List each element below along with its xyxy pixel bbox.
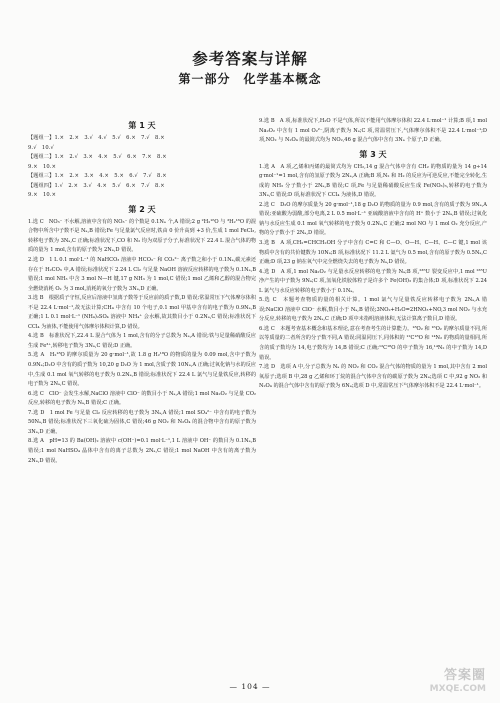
quiz-row: 【题组三】1.× 2.× 3.× 4.× 5.× 6.√ 7.√ 8.× [28,173,167,180]
day-heading: 第 1 天 [128,121,156,130]
answer-paragraph: 3.选 B 根据质子守恒,反应后溶液中氢离子数等于反应前的质子数,D 错误;常温常压下气体摩尔体积不是 22.4 L·mol⁻¹,故无法计算;CH₄ 中含有 10 个电子,0.1 mol 甲基中含有的电子数为 0.9Nₐ,B 正确;1 L 0.1 mol·L⁻¹ (NH₄)₂SO₄ 溶液中 NH₄⁺ 会水解,故其数目小于 0.2Nₐ,C 错误;标准状况下 CCl₄ 为液体,不能使用气体摩尔体积计算,D 错误。 [28,295,256,330]
answer-paragraph: 3.选 B A 项,CH₂=CHCH₂OH 分子中含有 C=C 和 C—O、O—H、C—H、C—C 键,1 mol 该物质中含有的共价键数为 10Nₐ;B 项,标准状况下 11.2 L 氦气为 0.5 mol,含有的原子数为 0.5Nₐ,C 正确;D 项,23 g 钠在氧气中完全燃烧失去的电子数为 Nₐ,D 错误。 [259,240,487,266]
answer-paragraph: 9.选 B A 项,标准状况下,H₂O 不是气体,所以不能用气体摩尔体积 22.4 L·mol⁻¹ 计算;B 项,1 mol Na₂O₂ 中含有 1 mol O₂²⁻,阴离子数为 Nₐ;C 项,常温常压下,气体摩尔体积不是 22.4 L·mol⁻¹;D 项,NO₂ 与 N₂O₄ 的最简式均为 NO₂,46 g 混合气体中含有 3Nₐ 个原子,D 正确。 [259,118,487,144]
answer-paragraph: 1.选 A A 项,乙烯和丙烯的最简式均为 CH₂,14 g 混合气体中含有 CH₂ 的物质的量为 14 g÷14 g·mol⁻¹=1 mol,含有的氢原子数为 2Nₐ,A 正确;B 项,N₂ 和 H₂ 的反应为可逆反应,不能完全转化,生成的 NH₃ 分子数小于 2Nₐ,B 错误;C 项,Fe 与足量稀硝酸反应生成 Fe(NO₃)₃,转移的电子数为 3Nₐ,C 错误;D 项,标准状况下 CCl₄ 为液体,D 错误。 [259,163,487,199]
right-column [259,117,487,392]
quiz-row: 9.√ 10.√ [28,144,54,151]
page-number: — 104 — [229,682,271,691]
quiz-row: 【题组一】1.× 2.× 3.√ 4.√ 5.√ 6.× 7.√ 8.× [28,135,165,141]
quiz-row: 【题组四】1.√ 2.× 3.√ 4.× 5.√ 6.× 7.√ 8.× [28,182,165,189]
quiz-row: 9.× 10.× [28,192,57,199]
day-heading: 第 3 天 [359,149,387,159]
answer-paragraph: 6.选 C ClO⁻ 会发生水解,NaClO 溶液中 ClO⁻ 的数目小于 Nₐ,A 错误;1 mol Na₂O₂ 与足量 CO₂ 反应,转移的电子数为 Nₐ,B 错误;C 正确。 [28,390,256,407]
watermark-logo-text: 答案圈 [443,668,486,683]
page-title: 参考答案与详解 [192,50,308,68]
answer-paragraph: 5.选 A H₂¹⁸O 的摩尔质量为 20 g·mol⁻¹,故 1.8 g H₂¹⁸O 的物质的量为 0.09 mol,含中子数为 0.9Nₐ;D₂O 中含有的质子数为 10,20 g D₂O 为 1 mol,含质子数 10Nₐ,A 正确;过氧化钠与水的反应中,生成 0.1 mol 氧气转移的电子数为 0.2Nₐ,B 错误;标准状况下 22.4 L 氯气与足量铁反应,转移的电子数为 2Nₐ,C 错误。 [28,352,256,388]
answer-paragraph: 6.选 C 本题考查基本概念和基本理论,意在考查考生的计算能力。¹⁸O₂ 和 ¹⁶O₂ 的摩尔质量不同,所以等质量的二者所含的分子数不同,A 错误;同温同压下,同体积的 ¹²C¹⁸O 和 ¹⁴N₂ 的物质的量相同,所含的质子数均为 14,电子数均为 14,B 错误;C 正确;¹²C¹⁸O 的中子数为 16,¹⁴N₂ 的中子数为 14,D 错误。 [259,325,487,361]
quiz-row: 【题组二】1.× 2.√ 3.× 4.× 5.√ 6.× 7.× 8.× [28,154,167,161]
answer-paragraph: 8.选 A pH=13 的 Ba(OH)₂ 溶液中 c(OH⁻)=0.1 mol·L⁻¹,1 L 溶液中 OH⁻ 的数目为 0.1Nₐ,B 错误;1 mol NaHSO₄ 晶体中含有的离子总数为 2Nₐ,C 错误;1 mol NaOH 中含有的离子数为 2Nₐ,D 错误。 [28,438,256,464]
answer-paragraph: 5.选 C 本题考查物质的量的相关计算。1 mol 氯气与足量铁反应转移电子数为 2Nₐ,A 错误;NaClO 溶液中 ClO⁻ 水解,数目小于 Nₐ,B 错误;3NO₂+H₂O=2HNO₃+NO,3 mol NO₂ 与水充分反应,转移的电子数为 2Nₐ,C 正确;D 项中未指明溶液体积,无法计算离子数目,D 错误。 [259,297,487,323]
answer-paragraph: 1.选 C NO₃⁻ 不水解,溶液中含有的 NO₃⁻ 的个数是 0.1Nₐ 个,A 错误;2 g ²H₂¹⁶O 与 ³H₂¹⁶O 的混合物中所含中子数不是 Nₐ,B 错误;Fe 与足量氯气反应时,铁由 0 价升高到 +3 价,生成 1 mol FeCl₃,转移电子数为 3Nₐ,C 正确;标准状况下,CO 和 N₂ 均为双原子分子,标准状况下 22.4 L 混合气体的物质的量为 1 mol,含有的原子数为 2Nₐ,D 错误。 [28,218,256,254]
answer-paragraph: 2.选 C D₂O 的摩尔质量为 20 g·mol⁻¹,18 g D₂O 的物质的量为 0.9 mol,含有的质子数为 9Nₐ,A 错误;亚硫酸为弱酸,部分电离,2 L 0.5 mol·L⁻¹ 亚硫酸溶液中含有的 H⁺ 数小于 2Nₐ,B 错误;过氧化钠与水反应生成 0.1 mol 氧气转移的电子数为 0.2Nₐ,C 正确;2 mol NO 与 1 mol O₂ 充分反应,产物的分子数小于 2Nₐ,D 错误。 [259,201,487,237]
answer-paragraph: 4.选 D A 项,1 mol Na₂O₂ 与足量水反应转移的电子数为 Nₐ;B 项,²³⁵U 裂变反应中,1 mol ²³⁵U 净产生的中子数为 9Nₐ;C 项,氢氧化铁胶体粒子是许多个 Fe(OH)₃ 的集合体;D 项,标准状况下 2.24 L 氯气与水反应转移的电子数小于 0.1Nₐ。 [259,268,487,294]
watermark-url: MXQE.COM [429,684,486,694]
day-heading: 第 2 天 [128,204,156,214]
quiz-row: 9.× 10.× [28,163,57,170]
answer-paragraph: 2.选 D 1 L 0.1 mol·L⁻¹ 的 NaHCO₃ 溶液中 HCO₃⁻ 和 CO₃²⁻ 离子数之和小于 0.1Nₐ,碳元素还存在于 H₂CO₃ 中,A 错误;标准状况下 2.24 L Cl₂ 与足量 NaOH 溶液反应转移的电子数为 0.1Nₐ,B 错误;1 mol NH₃ 中含 3 mol N—H 键,17 g NH₃ 为 1 mol,C 错误;1 mol 乙烯和乙醇的混合物完全燃烧消耗 O₂ 为 3 mol,消耗的氧分子数为 3Nₐ,D 正确。 [28,257,256,292]
answer-paragraph: 4.选 B 标准状况下,22.4 L 混合气体为 1 mol,含有的分子总数为 Nₐ,A 错误;铁与足量稀硝酸反应生成 Fe³⁺,转移电子数为 3Nₐ,C 错误;D 正确。 [28,333,256,349]
left-column [28,117,256,466]
answer-paragraph: 7.选 D 选项 A 中,分子总数为 Nₐ 的 NO₂ 和 CO₂ 混合气体的物质的量为 1 mol,其中含有 2 mol 氧原子;选项 B 中,28 g 乙烯和环丁烷的混合气体中含有的碳原子数为 2Nₐ;选项 C 中,92 g NO₂ 和 N₂O₄ 的混合气体中含有的原子数为 6Nₐ;选项 D 中,常温常压下气体摩尔体积不是 22.4 L·mol⁻¹。 [259,364,487,390]
answer-paragraph: 7.选 D 1 mol Fe 与足量 Cl₂ 反应转移的电子数为 3Nₐ,A 错误;1 mol SO₄²⁻ 中含有的电子数为 50Nₐ,B 错误;标准状况下三氧化硫为固体,C 错误;46 g NO₂ 和 N₂O₄ 的混合物中含有的原子数为 3Nₐ,D 正确。 [28,409,256,435]
section-title: 第一部分 化学基本概念 [178,72,322,86]
